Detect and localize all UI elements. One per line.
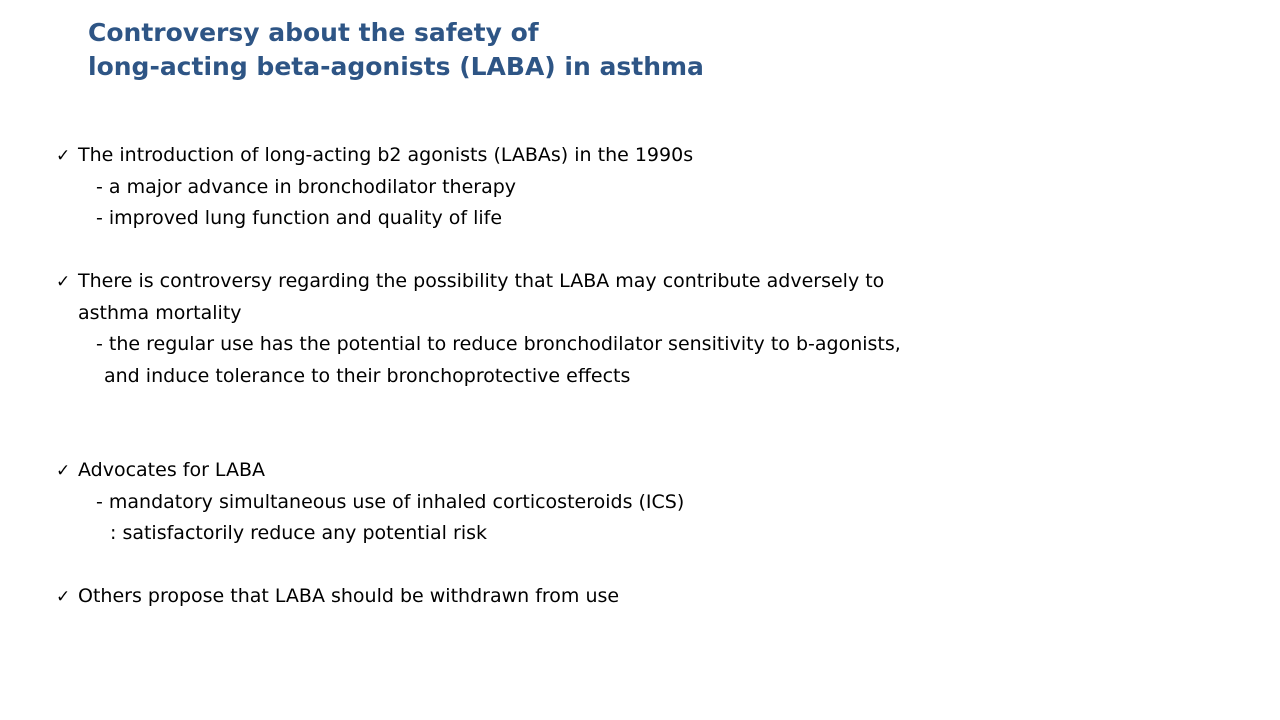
bullet-4: [56, 581, 1256, 613]
spacer: [56, 550, 1256, 582]
bullet-1-text: The introduction of long-acting b2 agonists (LABAs) in the 1990s: [78, 144, 694, 166]
bullet-3: [56, 455, 1256, 487]
spacer: [56, 392, 1256, 424]
check-icon: ✓: [56, 587, 71, 607]
slide-body: [56, 140, 1256, 613]
spacer: [56, 424, 1256, 456]
bullet-4-text: Others propose that LABA should be withdrawn from use: [78, 585, 620, 607]
bullet-1-sub-1: - a major advance in bronchodilator therapy: [96, 175, 517, 198]
bullet-2: [56, 266, 1256, 298]
slide-title: [88, 16, 1238, 84]
bullet-3-text: Advocates for LABA: [78, 459, 265, 481]
title-line-2: long-acting beta-agonists (LABA) in asthma: [88, 52, 704, 81]
check-icon: ✓: [56, 272, 71, 292]
bullet-1-sub-2: - improved lung function and quality of life: [96, 207, 503, 229]
bullet-1: [56, 140, 1256, 172]
check-icon: ✓: [56, 461, 71, 481]
spacer: [56, 235, 1256, 267]
bullet-2-sub-2: and induce tolerance to their bronchoprotective effects: [104, 364, 631, 387]
bullet-2-sub-1: - the regular use has the potential to reduce bronchodilator sensitivity to b-agonists,: [96, 333, 901, 355]
bullet-2-text-cont: asthma mortality: [78, 301, 242, 324]
title-line-1: Controversy about the safety of: [88, 18, 539, 47]
bullet-3-sub-2: : satisfactorily reduce any potential risk: [110, 522, 487, 544]
check-icon: ✓: [56, 146, 71, 166]
bullet-3-sub-1: - mandatory simultaneous use of inhaled corticosteroids (ICS): [96, 490, 685, 513]
bullet-2-text: There is controversy regarding the possibility that LABA may contribute adversely to: [78, 270, 885, 292]
